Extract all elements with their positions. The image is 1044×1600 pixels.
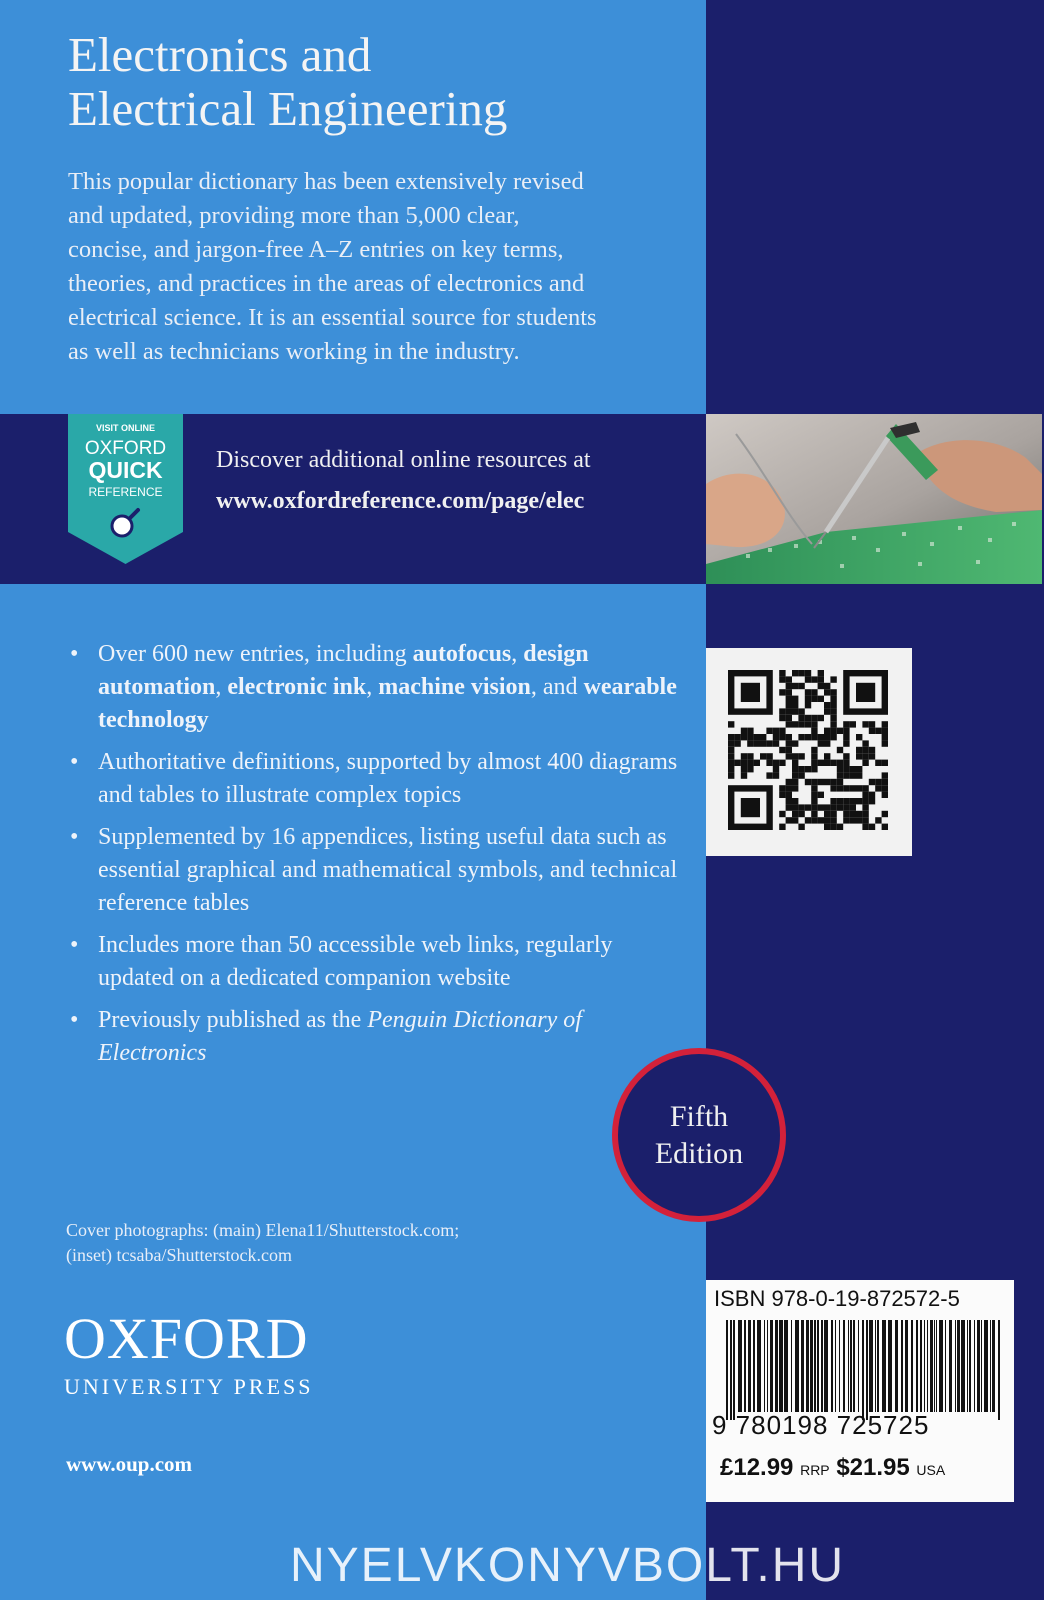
- feature-list: [68, 638, 688, 1079]
- credit-line: (inset) tcsaba/Shutterstock.com: [66, 1245, 292, 1265]
- blurb-line: concise, and jargon-free A–Z entries on key terms,: [68, 236, 564, 263]
- price-row: [720, 1454, 945, 1482]
- feature-text-run: Authoritative definitions, supported by almost 400 diagrams and tables to illustrate complex topics: [98, 749, 678, 808]
- isbn-barcode-box: [706, 1280, 1014, 1502]
- feature-item: [68, 821, 688, 920]
- feature-text-run: , and: [530, 674, 584, 700]
- photo-credits: [66, 1218, 459, 1268]
- feature-text-run: ,: [366, 674, 379, 700]
- blurb-line: This popular dictionary has been extensively revised: [68, 168, 584, 195]
- soldering-inset-photo: [706, 414, 1042, 584]
- credit-line: Cover photographs: (main) Elena11/Shutterstock.com;: [66, 1220, 460, 1240]
- badge-visit-text: VISIT ONLINE: [95, 423, 156, 433]
- online-resources-text: [216, 440, 591, 522]
- university-press-wordmark: UNIVERSITY PRESS: [64, 1374, 314, 1399]
- barcode-digits: 9 780198 725725: [712, 1410, 930, 1440]
- isbn-label: ISBN 978-0-19-872572-5: [714, 1286, 960, 1311]
- rrp-label: RRP: [800, 1462, 830, 1478]
- edition-line: Edition: [654, 1137, 744, 1170]
- blurb-line: as well as technicians working in the industry.: [68, 338, 520, 365]
- feature-text-run: Includes more than 50 accessible web links, regularly updated on a dedicated companion website: [98, 932, 613, 991]
- price-usd: $21.95: [836, 1454, 910, 1481]
- usa-label: USA: [916, 1462, 946, 1478]
- book-title: [68, 28, 668, 136]
- feature-text-run: Supplemented by 16 appendices, listing useful data such as essential graphical and mathematical symbols, and technical reference tables: [98, 824, 678, 916]
- feature-item: [68, 929, 688, 995]
- badge-reference-text: REFERENCE: [88, 485, 163, 499]
- feature-text-run: design automation: [98, 641, 589, 700]
- feature-text-run: electronic ink: [227, 674, 367, 700]
- oxford-university-press-logo: [64, 1306, 314, 1400]
- feature-text-run: wearable technology: [98, 674, 677, 733]
- badge-quick-text: QUICK: [88, 457, 163, 483]
- top-dark-strip: [706, 0, 1044, 414]
- edition-line: Fifth: [669, 1100, 729, 1133]
- feature-item: [68, 1004, 688, 1070]
- feature-text-run: ,: [511, 641, 524, 667]
- online-resources-caption: Discover additional online resources at: [216, 447, 591, 473]
- feature-text-run: autofocus: [412, 641, 512, 667]
- badge-oxford-text: OXFORD: [84, 438, 167, 459]
- edition-badge: [612, 1048, 786, 1222]
- feature-text-run: Previously published as the: [98, 1007, 368, 1033]
- oxford-quick-reference-badge: [68, 414, 183, 572]
- book-blurb: [68, 165, 688, 369]
- title-line: Electronics and: [68, 27, 372, 82]
- publisher-url[interactable]: www.oup.com: [66, 1452, 193, 1476]
- feature-text-run: ,: [215, 674, 228, 700]
- watermark: NYELVKONYVBOLT.HU: [290, 1539, 846, 1592]
- feature-text-run: Penguin Dictionary of Electronics: [98, 1007, 582, 1066]
- online-resources-url[interactable]: www.oxfordreference.com/page/elec: [216, 488, 585, 514]
- oxford-wordmark: OXFORD: [64, 1306, 309, 1371]
- blurb-line: electrical science. It is an essential source for students: [68, 304, 597, 331]
- qr-code[interactable]: [706, 648, 912, 856]
- feature-item: [68, 638, 688, 737]
- feature-text-run: Over 600 new entries, including: [98, 641, 413, 667]
- blurb-line: theories, and practices in the areas of electronics and: [68, 270, 585, 297]
- feature-item: [68, 746, 688, 812]
- price-gbp: £12.99: [720, 1454, 794, 1481]
- title-line: Electrical Engineering: [68, 81, 508, 136]
- feature-text-run: machine vision: [378, 674, 531, 700]
- blurb-line: and updated, providing more than 5,000 clear,: [68, 202, 520, 229]
